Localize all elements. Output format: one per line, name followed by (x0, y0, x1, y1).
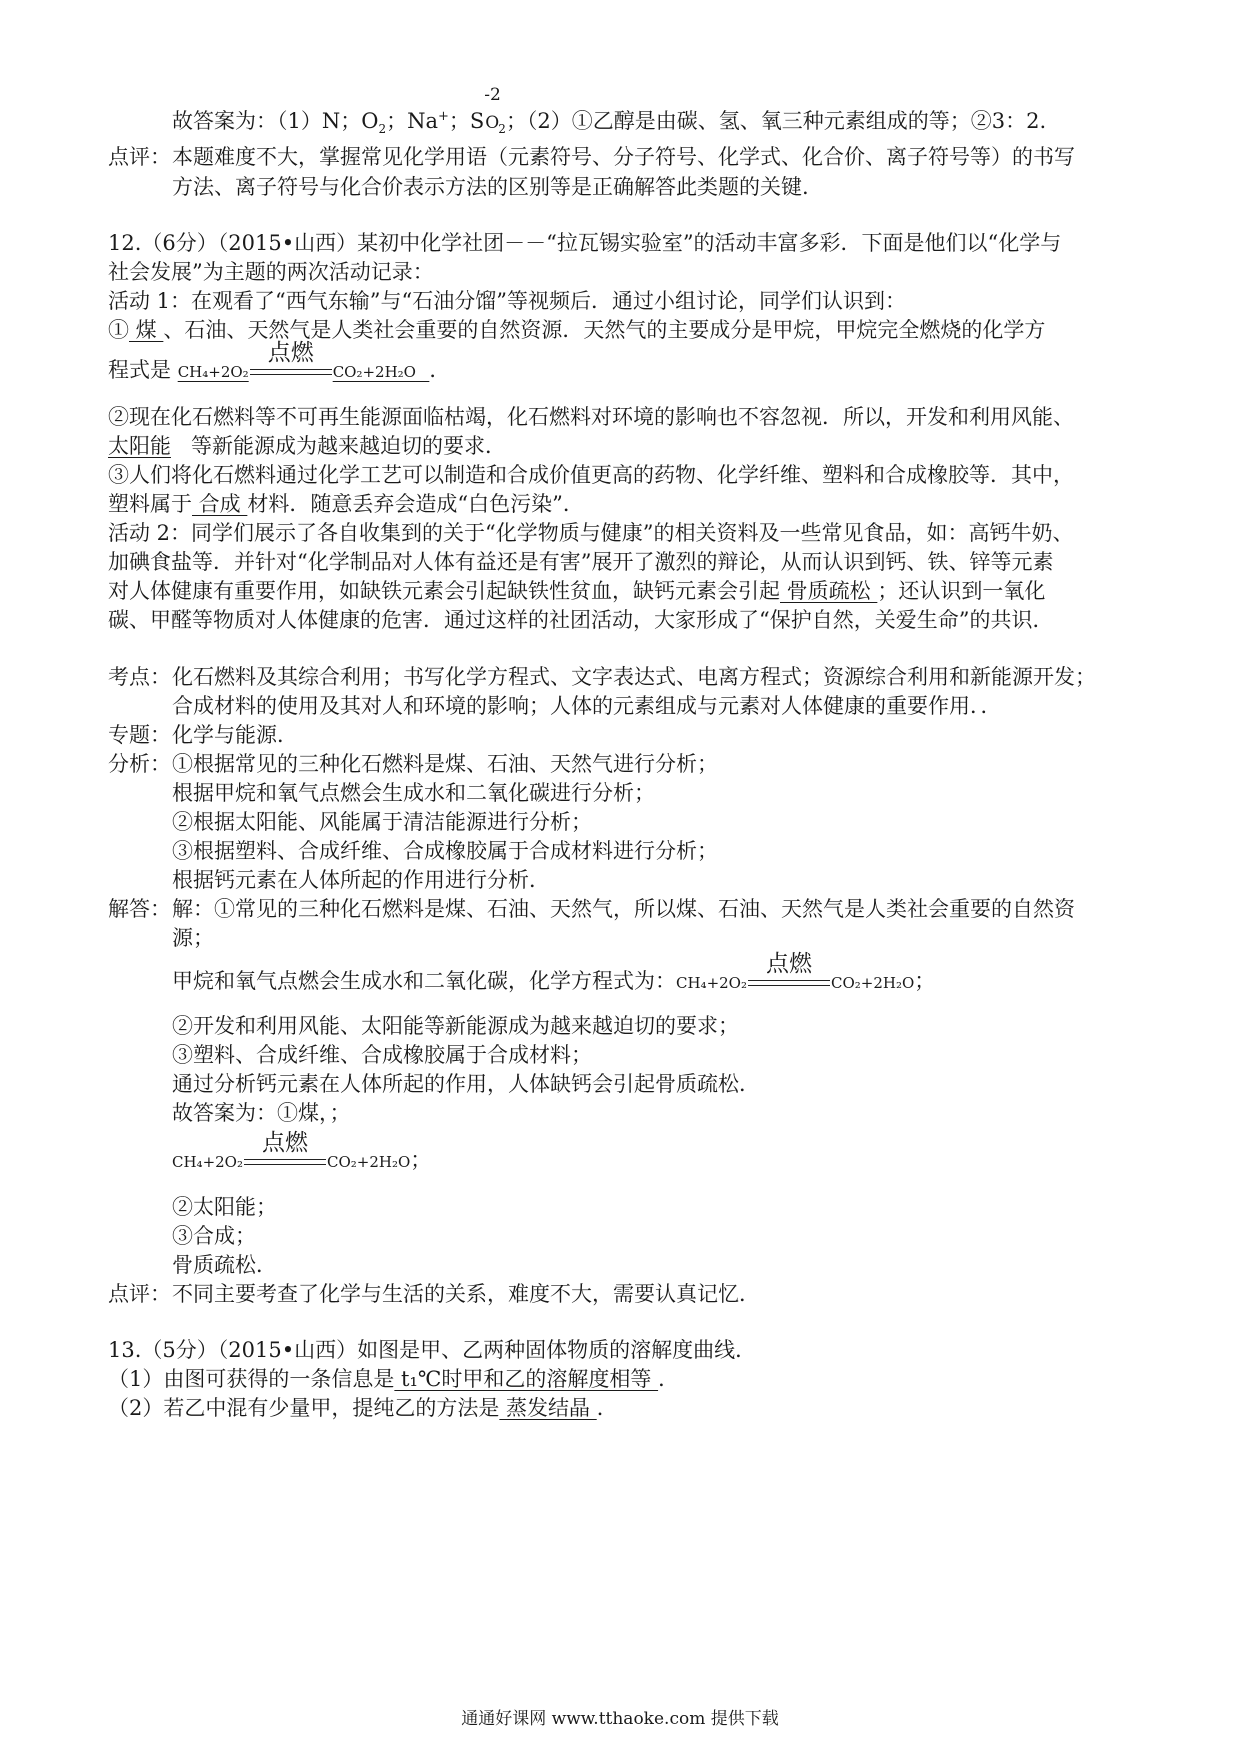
jd-line3-post: ； (914, 969, 936, 993)
prev-answer-prefix: 故答案为：（1）N；O (172, 109, 379, 133)
q12-equation-line (108, 339, 451, 387)
equation-right: CO₂+2H₂O (332, 363, 416, 381)
jd-equation-left: CH₄+2O₂ (676, 974, 747, 992)
prev-comment-label: 点评： (108, 145, 171, 169)
zt-text: 化学与能源． (172, 723, 298, 747)
q12-line4-post: 等新能源成为越来越迫切的要求． (191, 434, 507, 458)
fx-line1: ①根据常见的三种化石燃料是煤、石油、天然气进行分析； (172, 752, 718, 776)
q12-line4 (108, 431, 506, 461)
jd-line4: ②开发和利用风能、太阳能等新能源成为越来越迫切的要求； (172, 1014, 739, 1038)
prev-comment-line2: 方法、离子符号与化合价表示方法的区别等是正确解答此类题的关键. (172, 175, 809, 199)
valence-element: O (485, 113, 500, 133)
q12-line6 (108, 489, 584, 519)
q12-line1 (108, 315, 1045, 345)
jd-line10: ③合成； (172, 1224, 256, 1248)
final-equation-right: CO₂+2H₂O (327, 1153, 411, 1171)
page-footer: 通通好课网 www.tthaoke.com 提供下载 (461, 1709, 779, 1729)
valence-notation (484, 85, 501, 133)
q12-activity2-line1: 活动 2：同学们展示了各自收集到的关于“化学物质与健康”的相关资料及一些常见食品，如：高钙牛奶、 (108, 521, 1074, 545)
jd-equation-right: CO₂+2H₂O (831, 974, 915, 992)
q12-act2-l3-post: ；还认识到一氧化 (877, 579, 1046, 603)
jd-line2: 源； (172, 926, 214, 950)
q12-line2-pre: 程式是 (108, 358, 171, 382)
final-equation-post: ； (410, 1148, 432, 1172)
prev-answer-mid2: ；S (448, 109, 485, 133)
fx-label: 分析： (108, 752, 171, 776)
answer-blank-synthetic: 合成 (192, 492, 248, 516)
prev-answer-line (172, 85, 1047, 144)
jd-equation-arrow (748, 950, 830, 986)
na-superscript: + (438, 109, 449, 124)
q12-activity2-line3 (108, 576, 1045, 606)
jd-line11: 骨质疏松． (172, 1253, 277, 1277)
q12-line2-post: ． (429, 358, 451, 382)
answer-blank-coal: 煤 (129, 318, 164, 342)
jd-line3 (172, 950, 936, 998)
final-equation-condition: 点燃 (262, 1129, 308, 1156)
q12-line3: ②现在化石燃料等不可再生能源面临枯竭，化石燃料对环境的影响也不容忽视．所以，开发和利用风能、 (108, 405, 1074, 429)
q12-act2-l3-pre: 对人体健康有重要作用，如缺铁元素会引起缺铁性贫血，缺钙元素会引起 (108, 579, 780, 603)
jd-line9: ②太阳能； (172, 1195, 277, 1219)
fx-line5: 根据钙元素在人体所起的作用进行分析． (172, 868, 550, 892)
jd-equation-line (172, 1129, 432, 1177)
fx-line2: 根据甲烷和氧气点燃会生成水和二氧化碳进行分析； (172, 781, 655, 805)
dp-text: 不同主要考查了化学与生活的关系，难度不大，需要认真记忆． (172, 1282, 760, 1306)
jd-line5: ③塑料、合成纤维、合成橡胶属于合成材料； (172, 1043, 592, 1067)
jd-label: 解答： (108, 897, 171, 921)
answer-blank-solar: 太阳能 (108, 434, 171, 458)
q12-line1-pre: ① (108, 318, 129, 342)
kd-line2: 合成材料的使用及其对人和环境的影响；人体的元素组成与元素对人体健康的重要作用．． (172, 694, 1002, 718)
dp-label: 点评： (108, 1282, 171, 1306)
q13-p2-post: ． (596, 1396, 618, 1420)
o2-subscript: 2 (378, 122, 387, 137)
jd-line7: 故答案为：①煤，； (172, 1101, 351, 1125)
answer-blank-evaporation: 蒸发结晶 (499, 1396, 597, 1420)
q12-line5: ③人们将化石燃料通过化学工艺可以制造和合成价值更高的药物、化学纤维、塑料和合成橡胶等．其中， (108, 463, 1074, 487)
prev-comment-line1: 本题难度不大，掌握常见化学用语（元素符号、分子符号、化学式、化合价、离子符号等）的书写 (172, 145, 1075, 169)
answer-blank-osteoporosis: 骨质疏松 (780, 579, 878, 603)
prev-answer-mid1: ；Na (386, 109, 438, 133)
q13-part1 (108, 1364, 679, 1394)
answer-blank-solubility: t₁℃时甲和乙的溶解度相等 (394, 1367, 659, 1391)
prev-answer-rest: ；（2）①乙醇是由碳、氢、氧三种元素组成的等；②3：2. (505, 109, 1047, 133)
valence-charge: -2 (484, 85, 501, 105)
zt-label: 专题： (108, 723, 171, 747)
jd-line1: 解：①常见的三种化石燃料是煤、石油、天然气，所以煤、石油、天然气是人类社会重要的自然资 (172, 897, 1075, 921)
q12-activity2-line4: 碳、甲醛等物质对人体健康的危害．通过这样的社团活动，大家形成了“保护自然，关爱生命”的共识． (108, 608, 1054, 632)
jd-equation-condition: 点燃 (766, 950, 812, 977)
fx-line3: ②根据太阳能、风能属于清洁能源进行分析； (172, 810, 592, 834)
final-equation-left: CH₄+2O₂ (172, 1153, 243, 1171)
q13-header: 13.（5分）（2015•山西）如图是甲、乙两种固体物质的溶解度曲线． (108, 1338, 757, 1362)
q12-activity2-line2: 加碘食盐等．并针对“化学制品对人体有益还是有害”展开了激烈的辩论，从而认识到钙、铁、锌等元素 (108, 550, 1054, 574)
equation-arrow (250, 339, 332, 375)
q12-line1-post: 、石油、天然气是人类社会重要的自然资源．天然气的主要成分是甲烷，甲烷完全燃烧的化学方 (163, 318, 1046, 342)
o-subscript: 2 (498, 122, 506, 137)
jd-line3-pre: 甲烷和氧气点燃会生成水和二氧化碳，化学方程式为： (172, 969, 676, 993)
final-equation-arrow (244, 1129, 326, 1165)
q13-p1-pre: （1）由图可获得的一条信息是 (108, 1367, 395, 1391)
q12-line6-post: 材料．随意丢弃会造成“白色污染”． (247, 492, 584, 516)
q12-header-line1: 12.（6分）（2015•山西）某初中化学社团－－“拉瓦锡实验室”的活动丰富多彩．下面是他们以“化学与 (108, 231, 1062, 255)
q12-line6-pre: 塑料属于 (108, 492, 192, 516)
kd-line1: 化石燃料及其综合利用；书写化学方程式、文字表达式、电离方程式；资源综合利用和新能源开发； (172, 665, 1096, 689)
q12-header-line2: 社会发展”为主题的两次活动记录： (108, 260, 434, 284)
fx-line4: ③根据塑料、合成纤维、合成橡胶属于合成材料进行分析； (172, 839, 718, 863)
kd-label: 考点： (108, 665, 171, 689)
q13-p2-pre: （2）若乙中混有少量甲，提纯乙的方法是 (108, 1396, 500, 1420)
answer-blank-equation (177, 339, 430, 382)
equation-left: CH₄+2O₂ (177, 363, 249, 381)
q12-activity1: 活动 1：在观看了“西气东输”与“石油分馏”等视频后．通过小组讨论，同学们认识到： (108, 289, 906, 313)
q13-part2 (108, 1393, 618, 1423)
jd-line6: 通过分析钙元素在人体所起的作用，人体缺钙会引起骨质疏松． (172, 1072, 760, 1096)
equation-condition: 点燃 (267, 339, 314, 366)
q13-p1-post: ． (658, 1367, 680, 1391)
